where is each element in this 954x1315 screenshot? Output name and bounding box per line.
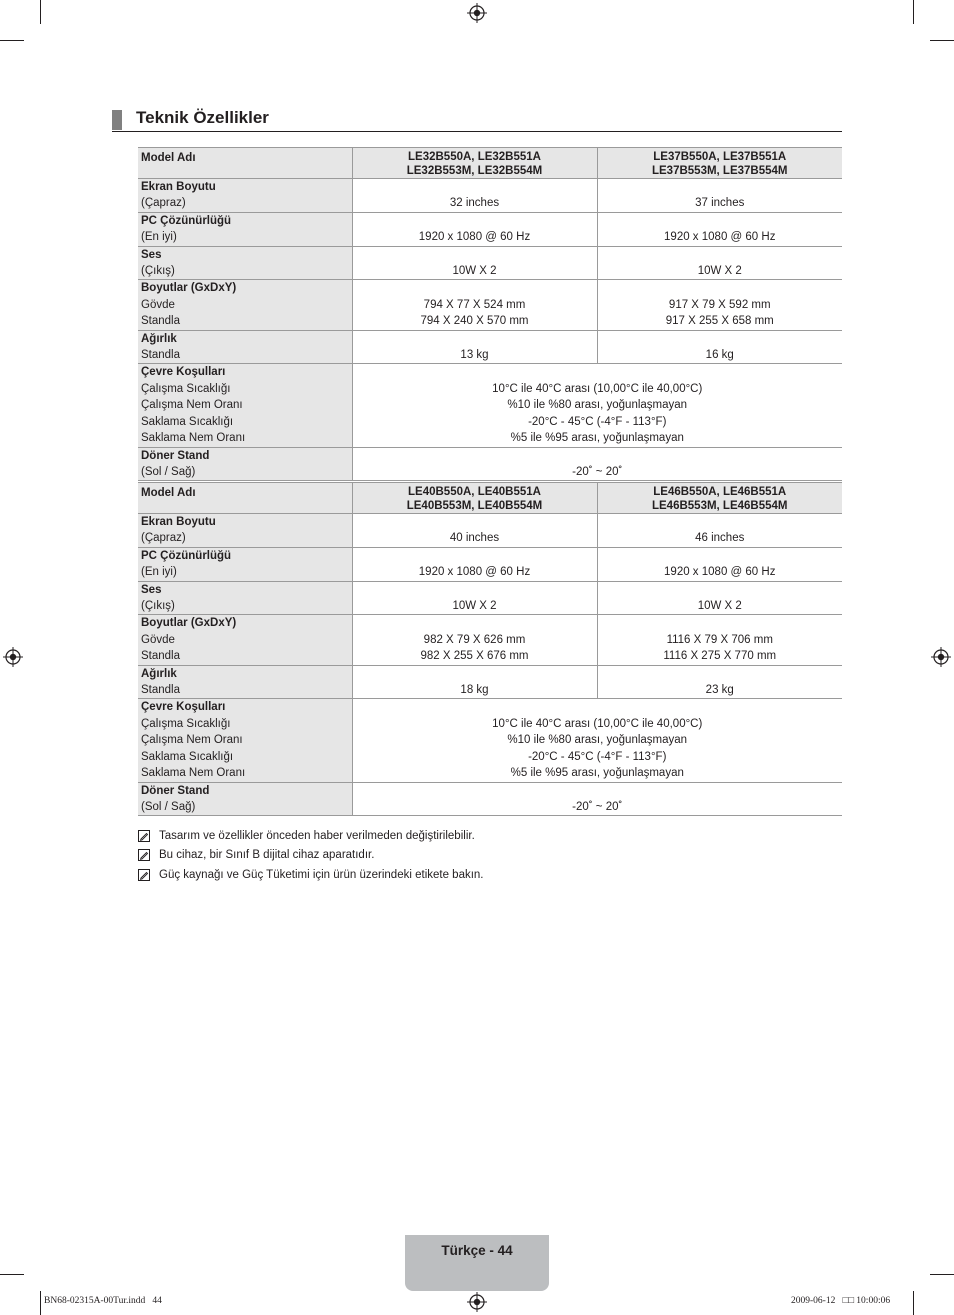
spec-table-2 bbox=[138, 482, 842, 816]
cell-value: 46 inches bbox=[597, 514, 842, 548]
cell-value: 18 kg bbox=[352, 665, 597, 699]
registration-mark-icon bbox=[467, 3, 487, 23]
cell-value: 40 inches bbox=[352, 514, 597, 548]
crop-mark bbox=[930, 1274, 954, 1275]
row-label: Ekran Boyutu (Çapraz) bbox=[138, 179, 352, 213]
crop-mark bbox=[0, 1274, 24, 1275]
notes-list bbox=[138, 826, 484, 885]
table-header-row bbox=[138, 483, 842, 514]
cell-value: 23 kg bbox=[597, 665, 842, 699]
crop-mark bbox=[0, 40, 24, 41]
cell-value: 982 X 79 X 626 mm 982 X 255 X 676 mm bbox=[352, 615, 597, 665]
spec-table-1 bbox=[138, 147, 842, 481]
list-item bbox=[138, 826, 484, 846]
table-row bbox=[138, 179, 842, 213]
table-row bbox=[138, 699, 842, 782]
row-label: Ekran Boyutu (Çapraz) bbox=[138, 514, 352, 548]
cell-value: 13 kg bbox=[352, 330, 597, 364]
cell-value: 1920 x 1080 @ 60 Hz bbox=[352, 212, 597, 246]
cell-value: 10W X 2 bbox=[597, 246, 842, 280]
registration-mark-icon bbox=[467, 1292, 487, 1312]
cell-value: 10°C ile 40°C arası (10,00°C ile 40,00°C) %10 ile %80 arası, yoğunlaşmayan -20°C - 45°C (-4°F - 113°F) %5 ile %95 arası, yoğunlaşmayan bbox=[352, 699, 842, 782]
note-icon bbox=[138, 869, 150, 881]
table-row bbox=[138, 246, 842, 280]
table-row bbox=[138, 447, 842, 481]
table-row bbox=[138, 280, 842, 330]
table-row bbox=[138, 547, 842, 581]
cell-value: 10°C ile 40°C arası (10,00°C ile 40,00°C) %10 ile %80 arası, yoğunlaşmayan -20°C - 45°C (-4°F - 113°F) %5 ile %95 arası, yoğunlaşmayan bbox=[352, 364, 842, 447]
page-number: Türkçe - 44 bbox=[441, 1243, 513, 1258]
file-slug: BN68-02315A-00Tur.indd 44 bbox=[44, 1296, 162, 1306]
row-label: PC Çözünürlüğü (En iyi) bbox=[138, 212, 352, 246]
print-timestamp: 2009-06-12 □□ 10:00:06 bbox=[791, 1296, 891, 1306]
page-title: Teknik Özellikler bbox=[136, 108, 269, 127]
note-text: Güç kaynağı ve Güç Tüketimi için ürün üzerindeki etikete bakın. bbox=[159, 868, 484, 881]
row-label: PC Çözünürlüğü (En iyi) bbox=[138, 547, 352, 581]
cell-value: 10W X 2 bbox=[597, 581, 842, 615]
table-row bbox=[138, 665, 842, 699]
list-item bbox=[138, 865, 484, 885]
crop-mark bbox=[913, 1291, 914, 1315]
note-icon bbox=[138, 830, 150, 842]
note-text: Bu cihaz, bir Sınıf B dijital cihaz aparatıdır. bbox=[159, 849, 375, 862]
row-label: Döner Stand (Sol / Sağ) bbox=[138, 447, 352, 481]
crop-mark bbox=[930, 40, 954, 41]
table-row bbox=[138, 581, 842, 615]
header-model-col1: LE40B550A, LE40B551A LE40B553M, LE40B554M bbox=[352, 483, 597, 514]
list-item bbox=[138, 846, 484, 866]
row-label: Döner Stand (Sol / Sağ) bbox=[138, 782, 352, 816]
row-label: Ses (Çıkış) bbox=[138, 246, 352, 280]
table-row bbox=[138, 212, 842, 246]
table-row bbox=[138, 782, 842, 816]
header-label: Model Adı bbox=[138, 148, 352, 179]
crop-mark bbox=[40, 1291, 41, 1315]
row-label: Çevre Koşulları Çalışma Sıcaklığı Çalışma Nem Oranı Saklama Sıcaklığı Saklama Nem Oranı bbox=[138, 699, 352, 782]
row-label: Çevre Koşulları Çalışma Sıcaklığı Çalışma Nem Oranı Saklama Sıcaklığı Saklama Nem Oranı bbox=[138, 364, 352, 447]
header-label: Model Adı bbox=[138, 483, 352, 514]
row-label: Boyutlar (GxDxY) Gövde Standla bbox=[138, 280, 352, 330]
crop-mark bbox=[913, 0, 914, 24]
row-label: Ağırlık Standla bbox=[138, 330, 352, 364]
cell-value: 794 X 77 X 524 mm 794 X 240 X 570 mm bbox=[352, 280, 597, 330]
row-label: Boyutlar (GxDxY) Gövde Standla bbox=[138, 615, 352, 665]
note-text: Tasarım ve özellikler önceden haber verilmeden değiştirilebilir. bbox=[159, 829, 475, 842]
crop-mark bbox=[40, 0, 41, 24]
header-model-col1: LE32B550A, LE32B551A LE32B553M, LE32B554M bbox=[352, 148, 597, 179]
registration-mark-icon bbox=[931, 647, 951, 667]
note-icon bbox=[138, 849, 150, 861]
cell-value: 16 kg bbox=[597, 330, 842, 364]
table-header-row bbox=[138, 148, 842, 179]
cell-value: 32 inches bbox=[352, 179, 597, 213]
section-marker bbox=[112, 110, 122, 130]
cell-value: 1920 x 1080 @ 60 Hz bbox=[352, 547, 597, 581]
cell-value: 37 inches bbox=[597, 179, 842, 213]
row-label: Ağırlık Standla bbox=[138, 665, 352, 699]
cell-value: 1116 X 79 X 706 mm 1116 X 275 X 770 mm bbox=[597, 615, 842, 665]
cell-value: 917 X 79 X 592 mm 917 X 255 X 658 mm bbox=[597, 280, 842, 330]
table-row bbox=[138, 514, 842, 548]
cell-value: 10W X 2 bbox=[352, 246, 597, 280]
cell-value: -20˚ ~ 20˚ bbox=[352, 447, 842, 481]
row-label: Ses (Çıkış) bbox=[138, 581, 352, 615]
table-row bbox=[138, 615, 842, 665]
header-model-col2: LE37B550A, LE37B551A LE37B553M, LE37B554M bbox=[597, 148, 842, 179]
header-model-col2: LE46B550A, LE46B551A LE46B553M, LE46B554M bbox=[597, 483, 842, 514]
title-rule bbox=[112, 131, 842, 132]
table-row bbox=[138, 364, 842, 447]
cell-value: -20˚ ~ 20˚ bbox=[352, 782, 842, 816]
cell-value: 10W X 2 bbox=[352, 581, 597, 615]
cell-value: 1920 x 1080 @ 60 Hz bbox=[597, 212, 842, 246]
cell-value: 1920 x 1080 @ 60 Hz bbox=[597, 547, 842, 581]
table-row bbox=[138, 330, 842, 364]
registration-mark-icon bbox=[3, 647, 23, 667]
